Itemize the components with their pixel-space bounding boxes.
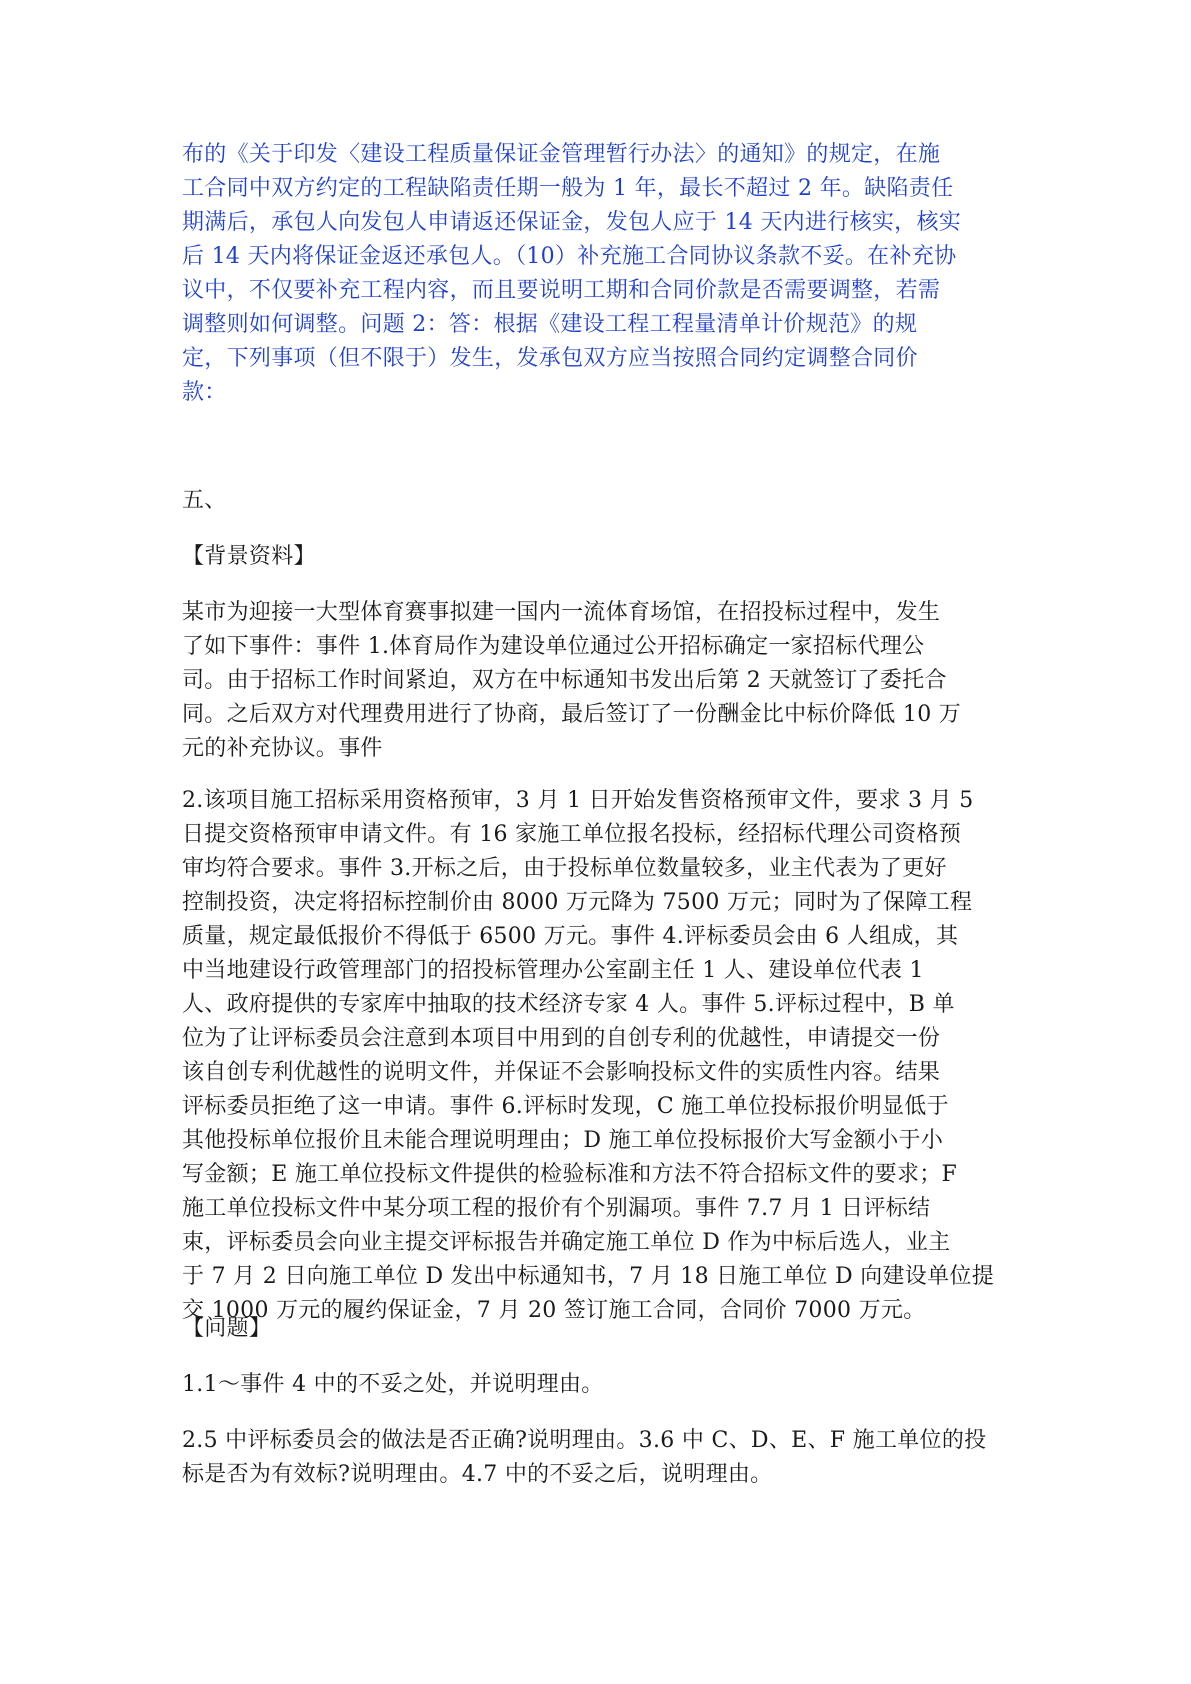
- question-item-1: 1.1～事件 4 中的不妥之处，并说明理由。: [182, 1372, 604, 1397]
- questions-heading: 【问题】: [182, 1316, 272, 1341]
- section-number: 五、: [182, 488, 227, 513]
- background-paragraph-1: 某市为迎接一大型体育赛事拟建一国内一流体育场馆，在招投标过程中，发生 了如下事件：事件 1.体育局作为建设单位通过公开招标确定一家招标代理公 司。由于招标工作时间紧迫，双方在中标通知书发出后第 2 天就签订了委托合 同。之后双方对代理费用进行了协商，最后签订了一份酬金比中标价降低 10 万 元的补充协议。事件: [182, 600, 962, 761]
- background-heading: 【背景资料】: [182, 544, 316, 569]
- question-item-2: 2.5 中评标委员会的做法是否正确?说明理由。3.6 中 C、D、E、F 施工单位的投 标是否为有效标?说明理由。4.7 中的不妥之后，说明理由。: [182, 1428, 987, 1487]
- background-paragraph-2: 2.该项目施工招标采用资格预审，3 月 1 日开始发售资格预审文件，要求 3 月 5 日提交资格预审申请文件。有 16 家施工单位报名投标，经招标代理公司资格预 审均符合要求。事件 3.开标之后，由于投标单位数量较多，业主代表为了更好 控制投资，决定将招标控制价由 8000 万元降为 7500 万元；同时为了保障工程 质量，规定最低报价不得低于 6500 万元。事件 4.评标委员会由 6 人组成，其 中当地建设行政管理部门的招投标管理办公室副主任 1 人、建设单位代表 1 人、政府提供的专家库中抽取的技术经济专家 4 人。事件 5.评标过程中，B 单 位为了让评标委员会注意到本项目中用到的自创专利的优越性，申请提交一份 该自创专利优越性的说明文件，并保证不会影响投标文件的实质性内容。结果 评标委员拒绝了这一申请。事件 6.评标时发现，C 施工单位投标报价明显低于 其他投标单位报价且未能合理说明理由；D 施工单位投标报价大写金额小于小 写金额；E 施工单位投标文件提供的检验标准和方法不符合招标文件的要求；F 施工单位投标文件中某分项工程的报价有个别漏项。事件 7.7 月 1 日评标结 束，评标委员会向业主提交评标报告并确定施工单位 D 作为中标后选人，业主 于 7 月 2 日向施工单位 D 发出中标通知书，7 月 18 日施工单位 D 向建设单位提 交 1000 万元的履约保证金，7 月 20 签订施工合同，合同价 7000 万元。: [182, 788, 994, 1323]
- answer-text: 布的《关于印发〈建设工程质量保证金管理暂行办法〉的通知》的规定，在施 工合同中双方约定的工程缺陷责任期一般为 1 年，最长不超过 2 年。缺陷责任 期满后，承包人向发包人申请返还保证金，发包人应于 14 天内进行核实，核实 后 14 天内将保证金返还承包人。（10）补充施工合同协议条款不妥。在补充协 议中，不仅要补充工程内容，而且要说明工期和合同价款是否需要调整，若需 调整则如何调整。问题 2：答：根据《建设工程工程量清单计价规范》的规 定，下列事项（但不限于）发生，发承包双方应当按照合同约定调整合同价 款：: [182, 142, 962, 405]
